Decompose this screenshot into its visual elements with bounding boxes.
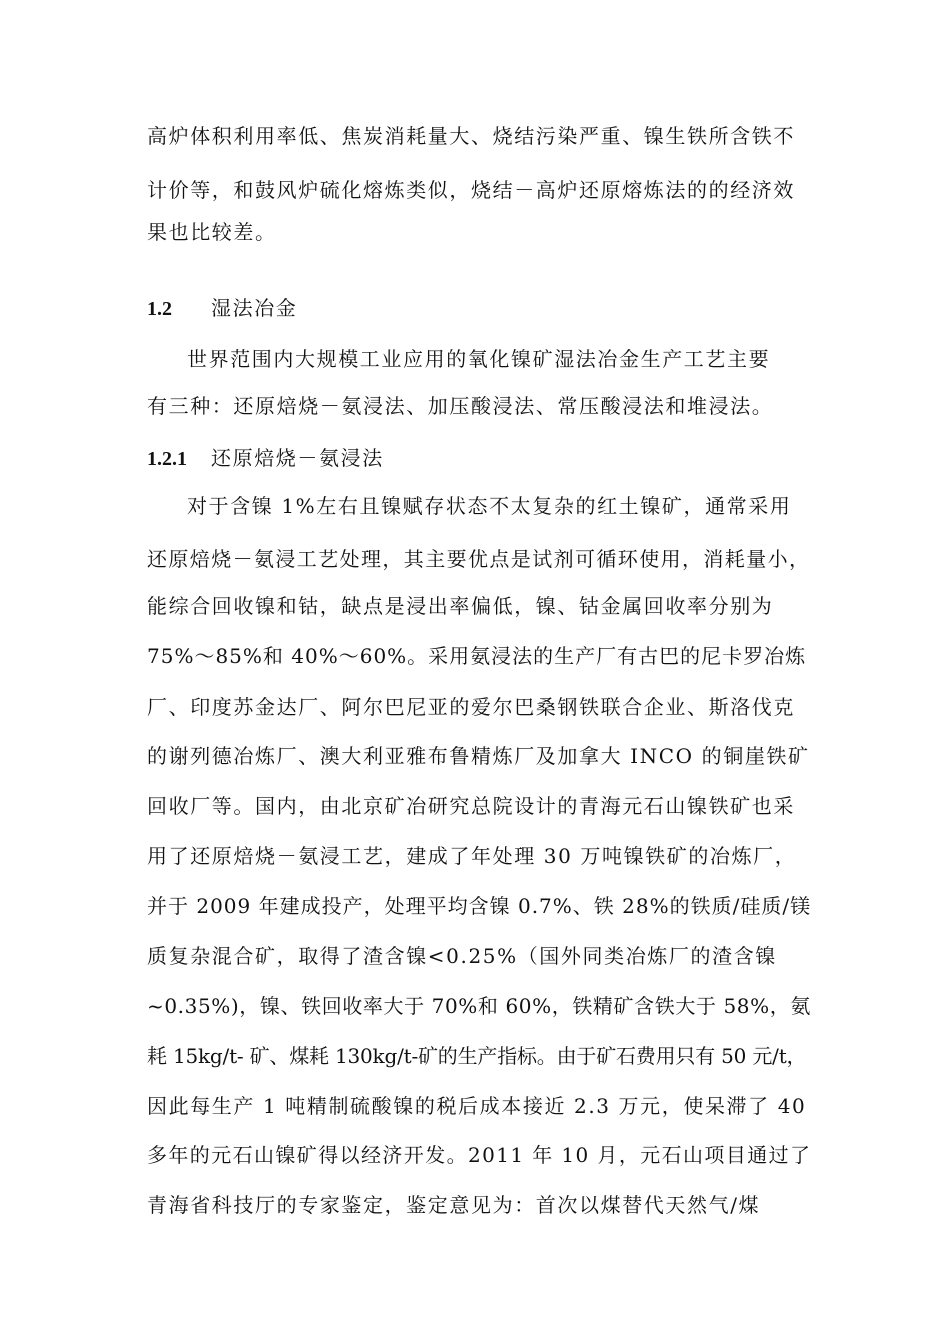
body-line-15: 青海省科技厅的专家鉴定，鉴定意见为：首次以煤替代天然气/煤	[147, 1193, 761, 1217]
body-line-3: 能综合回收镍和钴，缺点是浸出率偏低，镍、钴金属回收率分别为	[147, 594, 774, 618]
body-line-2: 还原焙烧－氨浸工艺处理，其主要优点是试剂可循环使用，消耗量小，	[147, 547, 811, 571]
section-1-2-line-1: 世界范围内大规模工业应用的氧化镍矿湿法冶金生产工艺主要	[187, 347, 771, 371]
body-line-14: 多年的元石山镍矿得以经济开发。2011 年 10 月，元石山项目通过了	[147, 1143, 812, 1167]
body-line-1: 对于含镍 1%左右且镍赋存状态不太复杂的红土镍矿，通常采用	[187, 494, 792, 518]
section-number: 1.2.1	[147, 448, 187, 470]
section-1-2-line-2: 有三种：还原焙烧－氨浸法、加压酸浸法、常压酸浸法和堆浸法。	[147, 394, 774, 418]
section-heading-1-2	[147, 294, 297, 323]
intro-line-1: 高炉体积利用率低、焦炭消耗量大、烧结污染严重、镍生铁所含铁不	[147, 124, 795, 148]
section-title: 还原焙烧－氨浸法	[211, 446, 384, 470]
intro-line-2: 计价等，和鼓风炉硫化熔炼类似，烧结－高炉还原熔炼法的的经济效	[147, 178, 795, 202]
body-line-12: 耗 15kg/t- 矿、煤耗 130kg/t-矿的生产指标。由于矿石费用只有 50 元/t，	[147, 1044, 807, 1068]
section-title: 湿法冶金	[211, 296, 298, 320]
body-line-9: 并于 2009 年建成投产，处理平均含镍 0.7%、铁 28%的铁质/硅质/镁	[147, 894, 812, 918]
body-line-13: 因此每生产 1 吨精制硫酸镍的税后成本接近 2.3 万元，使呆滞了 40	[147, 1094, 807, 1118]
section-number: 1.2	[147, 298, 172, 320]
body-line-6: 的谢列德冶炼厂、澳大利亚雅布鲁精炼厂及加拿大 INCO 的铜崖铁矿	[147, 744, 810, 768]
body-line-4: 75%～85%和 40%～60%。采用氨浸法的生产厂有古巴的尼卡罗冶炼	[147, 644, 807, 668]
body-line-8: 用了还原焙烧－氨浸工艺，建成了年处理 30 万吨镍铁矿的冶炼厂，	[147, 844, 797, 868]
body-line-5: 厂、印度苏金达厂、阿尔巴尼亚的爱尔巴桑钢铁联合企业、斯洛伐克	[147, 695, 795, 719]
section-heading-1-2-1	[147, 444, 384, 473]
body-line-11: ~0.35%)，镍、铁回收率大于 70%和 60%，铁精矿含铁大于 58%，氨	[147, 994, 811, 1018]
body-line-10: 质复杂混合矿，取得了渣含镍<0.25%（国外同类冶炼厂的渣含镍	[147, 944, 777, 968]
body-line-7: 回收厂等。国内，由北京矿冶研究总院设计的青海元石山镍铁矿也采	[147, 794, 795, 818]
intro-line-3: 果也比较差。	[147, 220, 277, 244]
